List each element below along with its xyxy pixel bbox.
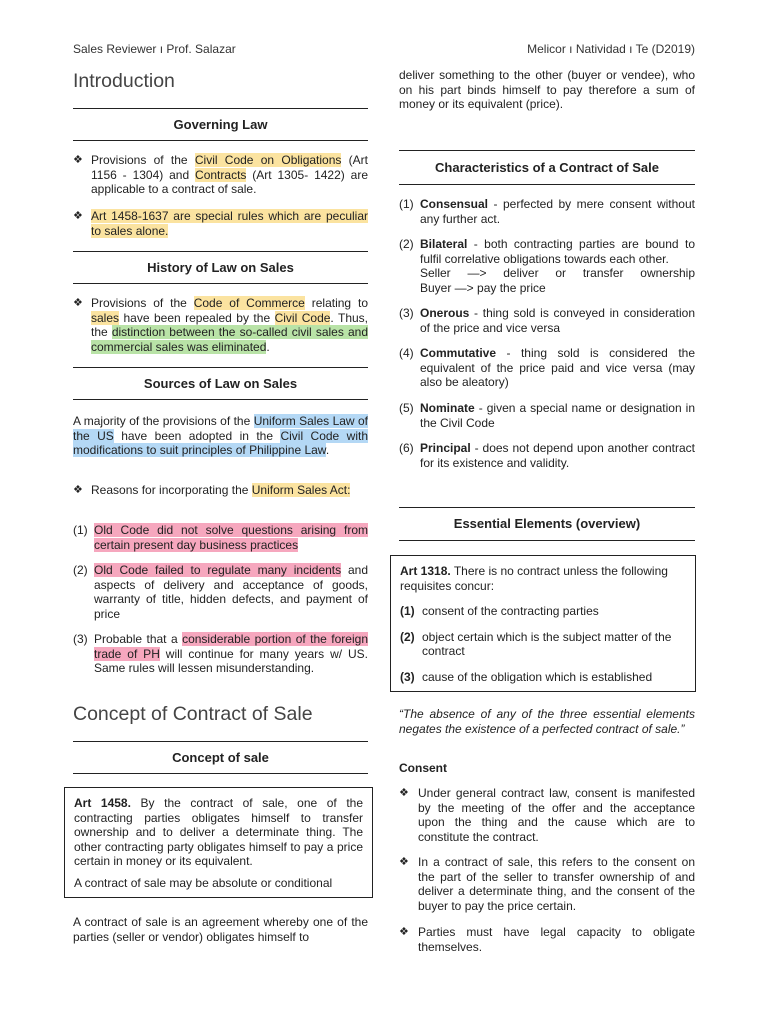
characteristic-4: (4) Commutative - thing sold is considered the equivalent of the price paid and vice versa (may also be aleatory) <box>399 346 695 390</box>
continued-paragraph: deliver something to the other (buyer or vendee), who on his part binds himself to pay therefore a sum of money or its equivalent (price). <box>399 68 695 112</box>
history-heading: History of Law on Sales <box>73 251 368 284</box>
bullet-icon: ❖ <box>399 926 409 938</box>
essential-elements-heading: Essential Elements (overview) <box>399 507 695 541</box>
characteristics-heading: Characteristics of a Contract of Sale <box>399 150 695 185</box>
bullet-icon: ❖ <box>73 297 83 309</box>
contract-of-sale-paragraph: A contract of sale is an agreement whereby one of the parties (seller or vendor) obligates himself to <box>73 915 368 944</box>
history-bullet-1: ❖ Provisions of the Code of Commerce relating to sales have been repealed by the Civil Code. Thus, the distinction between the so-called civil sales and commercial sales was eliminated. <box>73 296 369 354</box>
bullet-icon: ❖ <box>73 210 83 222</box>
element-item-3: (3) cause of the obligation which is established <box>400 669 653 684</box>
sources-paragraph: A majority of the provisions of the Uniform Sales Law of the US have been adopted in the Civil Code with modifications to suit principles of Philippine Law. <box>73 414 369 458</box>
concept-of-contract-heading: Concept of Contract of Sale <box>73 703 313 725</box>
consent-subheading: Consent <box>399 761 447 775</box>
characteristic-3: (3) Onerous - thing sold is conveyed in consideration of the price and vice versa <box>399 306 695 335</box>
reason-item-3: (3) Probable that a considerable portion of the foreign trade of PH will continue for many years w/ US. Same rules will lessen misunderstanding. <box>73 632 368 676</box>
characteristic-1: (1) Consensual - perfected by mere consent without any further act. <box>399 197 695 226</box>
consent-bullet-1: ❖ Under general contract law, consent is manifested by the meeting of the offer and the acceptance upon the thing and the cause which are to constitute the contract. <box>399 786 695 844</box>
characteristic-5: (5) Nominate - given a special name or designation in the Civil Code <box>399 401 695 430</box>
art-1318-box: Art 1318. There is no contract unless the following requisites concur: (1) consent of the contracting parties (2) object certain which is the subject matter of the contract (3) cause of the obligation which is established <box>390 555 696 692</box>
consent-bullet-3: ❖ Parties must have legal capacity to obligate themselves. <box>399 925 695 954</box>
governing-law-heading: Governing Law <box>73 108 368 141</box>
concept-of-sale-heading: Concept of sale <box>73 741 368 774</box>
element-item-2: (2) object certain which is the subject matter of the contract <box>400 629 672 659</box>
essential-quote: “The absence of any of the three essential elements negates the existence of a perfected contract of sale.” <box>399 707 695 736</box>
element-item-1: (1) consent of the contracting parties <box>400 604 599 619</box>
art-1458-box: Art 1458. By the contract of sale, one of the contracting parties obligates himself to transfer ownership and to deliver a determinate thing. The other contracting party obligates himself to pay a price certain in money or its equivalent. A contract of sale may be absolute or conditional <box>64 787 373 898</box>
characteristic-2: (2) Bilateral - both contracting parties are bound to fulfil correlative obligations towards each other. Seller —> deliver or transfer ownership Buyer —> pay the price <box>399 237 695 295</box>
consent-bullet-2: ❖ In a contract of sale, this refers to the consent on the part of the seller to transfer ownership of and deliver a determinate thing, and the consent of the buyer to pay the price certain. <box>399 855 695 913</box>
reason-item-2: (2) Old Code failed to regulate many incidents and aspects of delivery and acceptance of goods, warranty of title, hidden defects, and payment of price <box>73 563 368 621</box>
governing-bullet-1: ❖ Provisions of the Civil Code on Obligations (Art 1156 - 1304) and Contracts (Art 1305- 1422) are applicable to a contract of sale. <box>73 153 369 197</box>
bullet-icon: ❖ <box>73 484 83 496</box>
introduction-heading: Introduction <box>73 70 175 92</box>
characteristic-6: (6) Principal - does not depend upon another contract for its existence and validity. <box>399 441 695 470</box>
bullet-icon: ❖ <box>399 856 409 868</box>
bullet-icon: ❖ <box>73 154 83 166</box>
governing-bullet-2: ❖ Art 1458-1637 are special rules which are peculiar to sales alone. <box>73 209 368 238</box>
reason-item-1: (1) Old Code did not solve questions arising from certain present day business practices <box>73 523 368 552</box>
header-right: Melicor ı Natividad ı Te (D2019) <box>527 42 695 56</box>
bullet-icon: ❖ <box>399 787 409 799</box>
reasons-bullet: ❖ Reasons for incorporating the Uniform Sales Act: <box>73 483 351 497</box>
sources-heading: Sources of Law on Sales <box>73 367 368 400</box>
header-left: Sales Reviewer ı Prof. Salazar <box>73 42 236 56</box>
